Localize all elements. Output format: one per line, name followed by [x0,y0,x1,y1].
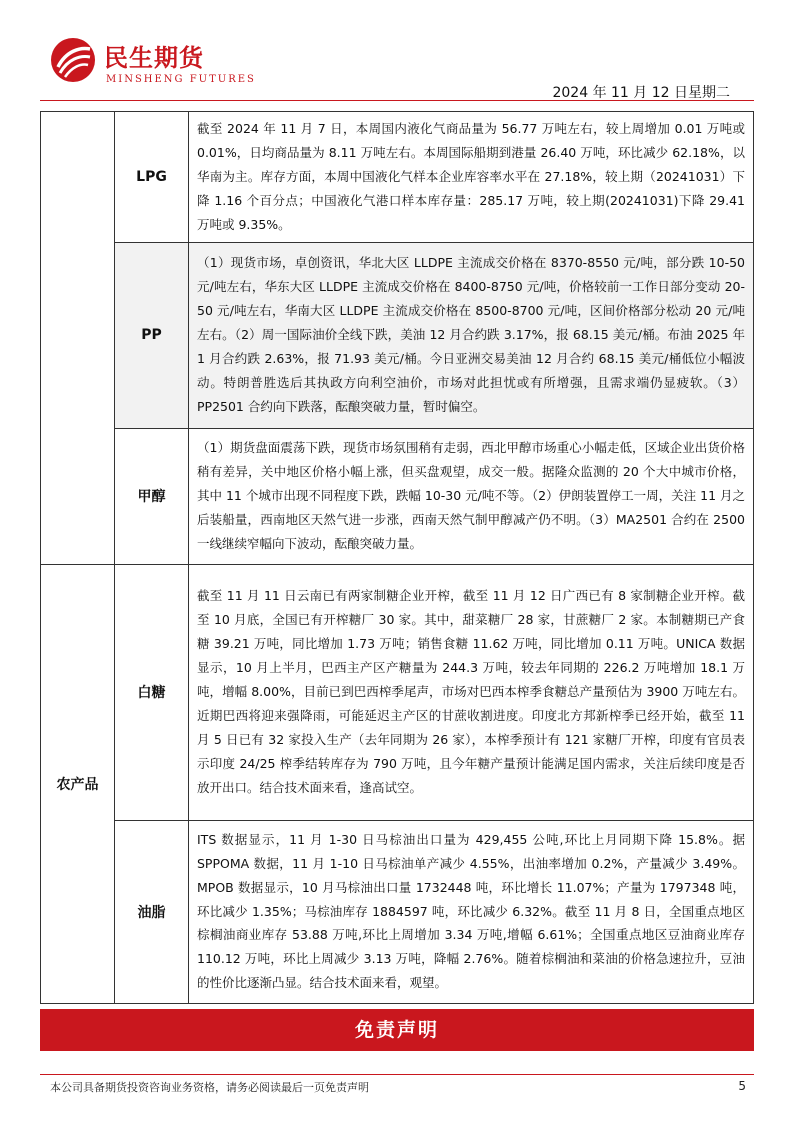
category-cell-agri: 农产品 [41,564,115,1003]
page-header [40,32,754,102]
footer-divider [40,1074,754,1075]
page-number: 5 [738,1079,746,1093]
report-date: 2024 年 11 月 12 日星期二 [552,85,730,101]
product-name: 甲醇 [115,428,189,564]
brand-name-cn: 民生期货 [104,44,204,72]
product-commentary: （1）现货市场，卓创资讯，华北大区 LLDPE 主流成交价格在 8370-8550 元/吨，部分跌 10-50 元/吨左右，华东大区 LLDPE 主流成交价格在 8400-8750 元/吨，价格较前一工作日部分变动 20-50 元/吨左右，华南大区 LLDPE 主流成交价格在 8500-8700 元/吨，区间价格部分松动 20 元/吨左右。（2）周一国际油价全线下跌，美油 12 月合约跌 3.17%，报 68.15 美元/桶。布油 2025 年 1 月合约跌 2.63%，报 71.93 美元/桶。今日亚洲交易美油 12 月合约 68.15 美元/桶低位小幅波动。特朗普胜选后其执政方向利空油价，市场对此担忧或有所增强，且需求端仍显疲软。（3）PP2501 合约向下跌落，酝酿突破力量，暂时偏空。 [189,242,754,428]
table-row-lpg [41,112,754,243]
commodity-table [40,111,754,1004]
product-commentary: 截至 11 月 11 日云南已有两家制糖企业开榨，截至 11 月 12 日广西已有 8 家制糖企业开榨。截至 10 月底，全国已有开榨糖厂 30 家。其中，甜菜糖厂 28 家，甘蔗糖厂 2 家。本制糖期已产食糖 39.21 万吨，同比增加 1.73 万吨；销售食糖 11.62 万吨，同比增加 0.11 万吨。UNICA 数据显示，10 月上半月，巴西主产区产糖量为 244.3 万吨，较去年同期的 226.2 万吨增加 18.1 万吨，增幅 8.00%，目前已到巴西榨季尾声，市场对巴西本榨季食糖总产量预估为 3900 万吨左右。近期巴西将迎来强降雨，可能延迟主产区的甘蔗收割进度。印度北方邦新榨季已经开始，截至 11 月 5 日已有 32 家投入生产（去年同期为 26 家），本榨季预计有 121 家糖厂开榨，印度有官员表示印度 24/25 榨季结转库存为 790 万吨，且今年糖产量预计能满足国内需求，关注后续印度是否放开出口。结合技术面来看，逢高试空。 [189,564,754,820]
minsheng-logo-icon [50,37,96,83]
product-name: PP [115,242,189,428]
header-divider [40,100,754,101]
table-row-methanol [41,428,754,564]
table-row-oils [41,820,754,1003]
product-name: 油脂 [115,820,189,1003]
table-row-pp [41,242,754,428]
product-commentary: ITS 数据显示，11 月 1-30 日马棕油出口量为 429,455 公吨,环比上月同期下降 15.8%。据 SPPOMA 数据，11 月 1-10 日马棕油单产减少 4.55%，出油率增加 0.2%，产量减少 3.49%。MPOB 数据显示，10 月马棕油出口量 1732448 吨，环比增长 11.07%；产量为 1797348 吨，环比减少 1.35%；马棕油库存 1884597 吨，环比减少 6.32%。截至 11 月 8 日，全国重点地区棕榈油商业库存 53.88 万吨,环比上周增加 3.34 万吨,增幅 6.61%；全国重点地区豆油商业库存 110.12 万吨，环比上周减少 3.13 万吨，降幅 2.76%。随着棕榈油和菜油的价格急速拉升，豆油的性价比逐渐凸显。结合技术面来看，观望。 [189,820,754,1003]
brand-name-en: MINSHENG FUTURES [106,74,256,85]
product-name: LPG [115,112,189,243]
footer-note: 本公司具备期货投资咨询业务资格，请务必阅读最后一页免责声明 [50,1081,369,1094]
product-commentary: 截至 2024 年 11 月 7 日，本周国内液化气商品量为 56.77 万吨左右，较上周增加 0.01 万吨或 0.01%，日均商品量为 8.11 万吨左右。本周国际船期到港量 26.40 万吨，环比减少 62.18%，以华南为主。库存方面，本周中国液化气样本企业库容率水平在 27.18%，较上期（20241031）下降 1.16 个百分点；中国液化气港口样本库存量：285.17 万吨，较上期(20241031)下降 29.41 万吨或 9.35%。 [189,112,754,243]
product-name: 白糖 [115,564,189,820]
product-commentary: （1）期货盘面震荡下跌，现货市场氛围稍有走弱，西北甲醇市场重心小幅走低，区域企业出货价格稍有差异，关中地区价格小幅上涨，但买盘观望，成交一般。据隆众监测的 20 个大中城市价格，其中 11 个城市出现不同程度下跌，跌幅 10-30 元/吨不等。（2）伊朗装置停工一周，关注 11 月之后装船量，西南地区天然气进一步涨，西南天然气制甲醇减产仍不明。（3）MA2501 合约在 2500 一线继续窄幅向下波动，酝酿突破力量。 [189,428,754,564]
category-cell-energy [41,112,115,565]
disclaimer-banner: 免责声明 [40,1009,754,1051]
table-row-sugar [41,564,754,820]
